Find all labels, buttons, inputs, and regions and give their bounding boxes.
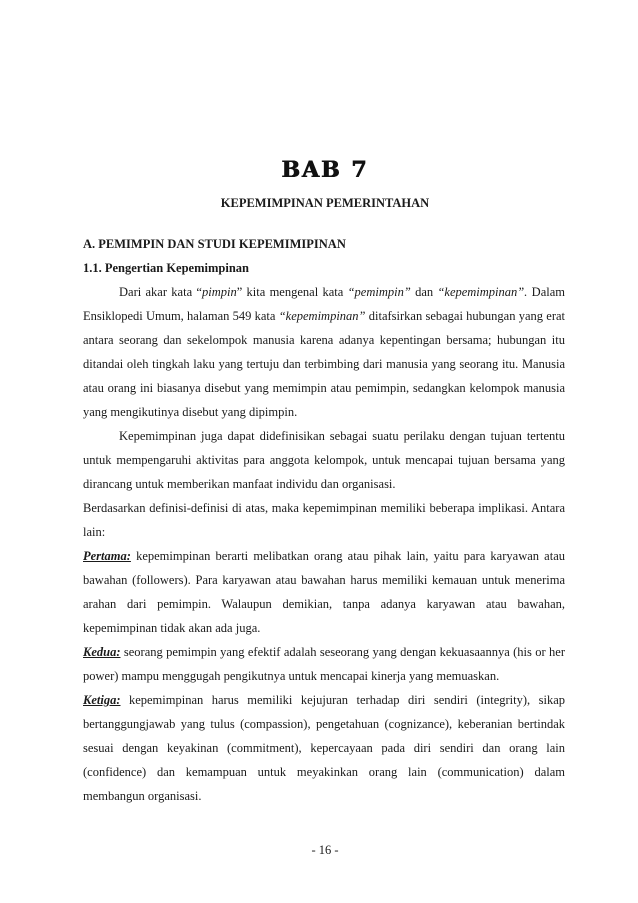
paragraph-1-text-1: Dari akar kata “ — [119, 285, 202, 299]
paragraph-pertama — [83, 544, 565, 640]
paragraph-ketiga-lead: Ketiga: — [83, 693, 121, 707]
paragraph-1-italic-3: “kepemimpinan”. — [437, 285, 528, 299]
paragraph-kedua-lead: Kedua: — [83, 645, 121, 659]
section-heading: A. PEMIMPIN DAN STUDI KEPEMIMIPINAN — [83, 237, 346, 251]
paragraph-pertama-text: kepemimpinan berarti melibatkan orang atau pihak lain, yaitu para karyawan atau bawahan (followers). Para karyawan atau bawahan harus memiliki kemauan untuk menerima arahan dari pemimpin. Walaupun demikian, tanpa adanya karyawan atau bawahan, kepemimpinan tidak akan ada juga. — [83, 549, 565, 635]
page-number: - 16 - — [311, 843, 339, 857]
paragraph-1 — [83, 280, 565, 424]
paragraph-1-text-2: ” kita mengenal kata — [236, 285, 348, 299]
paragraph-ketiga — [83, 688, 565, 808]
paragraph-kedua — [83, 640, 565, 688]
paragraph-1-italic-1: pimpin — [201, 285, 237, 299]
paragraph-1-text-5: ditafsirkan sebagai hubungan yang erat antara seorang dan sekelompok manusia karena adanya kepentingan bersama; hubungan itu ditandai oleh tingkah laku yang tertuju dan terbimbing dari manusia yang seorang itu. Manusia atau orang ini biasanya disebut yang memimpin atau pemimpin, sedangkan kelompok manusia yang mengikutinya disebut yang dipimpin. — [83, 309, 565, 419]
paragraph-1-italic-4: “kepemimpinan” — [278, 309, 366, 323]
paragraph-ketiga-text: kepemimpinan harus memiliki kejujuran terhadap diri sendiri (integrity), sikap bertanggungjawab yang tulus (compassion), pengetahuan (cognizance), keberanian bertindak sesuai dengan keyakinan (commitment), kepercayaan pada diri sendiri dan orang lain (confidence) dan kemampuan untuk meyakinkan orang lain (communication) dalam membangun organisasi. — [83, 693, 565, 803]
paragraph-pertama-lead: Pertama: — [83, 549, 131, 563]
paragraph-1-text-4: Dalam Ensiklopedi Umum, halaman 549 kata — [83, 285, 565, 323]
paragraph-2: Kepemimpinan juga dapat didefinisikan sebagai suatu perilaku dengan tujuan tertentu untuk mempengaruhi aktivitas para anggota kelompok, untuk mencapai tujuan bersama yang dirancang untuk memberikan manfaat individu dan organisasi. — [83, 429, 565, 491]
page-content — [83, 232, 565, 808]
subsection-heading: 1.1. Pengertian Kepemimpinan — [83, 261, 249, 275]
paragraph-1-italic-2: “pemimpin” — [347, 285, 411, 299]
paragraph-3: Berdasarkan definisi-definisi di atas, maka kepemimpinan memiliki beberapa implikasi. Antara lain: — [83, 501, 565, 539]
chapter-label: BAB 7 — [281, 157, 369, 183]
paragraph-kedua-text: seorang pemimpin yang efektif adalah seseorang yang dengan kekuasaannya (his or her power) mampu menggugah pengikutnya untuk mencapai kinerja yang memuaskan. — [83, 645, 565, 683]
paragraph-1-text-3: dan — [410, 285, 438, 299]
chapter-title: KEPEMIMPINAN PEMERINTAHAN — [220, 196, 430, 210]
